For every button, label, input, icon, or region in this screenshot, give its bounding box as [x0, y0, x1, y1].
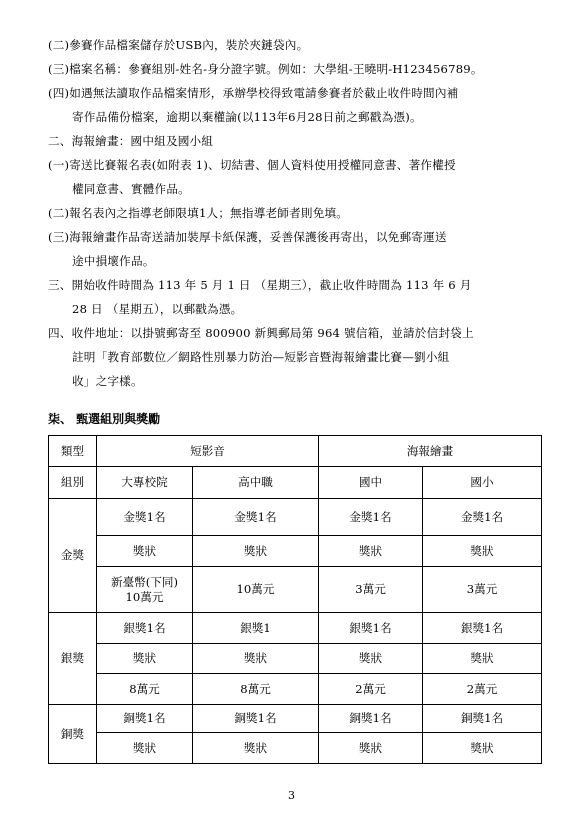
- table-row: [49, 733, 542, 764]
- money-value: 10萬元: [125, 589, 164, 604]
- paragraph-line: 權同意書、實體作品。: [72, 182, 190, 196]
- awards-table: [48, 435, 542, 764]
- group-cell: 國中: [319, 467, 423, 499]
- table-cell: 銅獎1名: [193, 705, 319, 733]
- table-cell: 金獎1名: [193, 499, 319, 536]
- table-cell: 10萬元: [193, 567, 319, 613]
- paragraph-line: 途中損壞作品。: [72, 254, 155, 268]
- table-cell: 金獎1名: [319, 499, 423, 536]
- table-cell: 銅獎1名: [97, 705, 193, 733]
- paragraph-line: (三)海報繪畫作品寄送請加裝厚卡紙保護，妥善保護後再寄出，以免郵寄運送: [48, 230, 447, 244]
- table-cell: 獎狀: [319, 644, 423, 674]
- table-cell: 銀獎1名: [423, 613, 542, 644]
- silver-label-cell: 銀獎: [49, 613, 97, 705]
- paragraph-line: (二)參賽作品檔案儲存於USB內，裝於夾鏈袋內。: [48, 38, 309, 52]
- paragraph-line: 收」之字樣。: [72, 374, 143, 388]
- group-cell: 大專校院: [97, 467, 193, 499]
- table-cell: 獎狀: [319, 733, 423, 764]
- table-cell: 獎狀: [97, 733, 193, 764]
- table-cell: 3萬元: [319, 567, 423, 613]
- group-cell: 高中職: [193, 467, 319, 499]
- paragraph-line: 註明「教育部數位／網路性別暴力防治—短影音暨海報繪畫比賽—劉小組: [72, 350, 450, 364]
- paragraph-line: 三、開始收件時間為 113 年 5 月 1 日 （星期三），截止收件時間為 113 年 6 月: [48, 278, 472, 292]
- money-note: 新臺幣(下同): [110, 574, 178, 589]
- table-cell: [97, 567, 193, 613]
- paragraph-line: (四)如遇無法讀取作品檔案情形，承辦學校得致電請參賽者於截止收件時間內補: [48, 86, 459, 100]
- table-cell: 獎狀: [423, 536, 542, 567]
- table-row: [49, 674, 542, 705]
- table-cell: 8萬元: [193, 674, 319, 705]
- table-row: [49, 467, 542, 499]
- table-cell: 獎狀: [193, 644, 319, 674]
- table-cell: 銀獎1名: [97, 613, 193, 644]
- table-cell: 獎狀: [193, 536, 319, 567]
- table-row: [49, 644, 542, 674]
- table-cell: 金獎1名: [97, 499, 193, 536]
- table-cell: 銀獎1: [193, 613, 319, 644]
- table-row: [49, 436, 542, 467]
- table-cell: 獎狀: [97, 536, 193, 567]
- paragraph-line: (一)寄送比賽報名表(如附表 1)、切結書、個人資料使用授權同意書、著作權授: [48, 158, 456, 172]
- type-label-cell: 類型: [49, 436, 97, 467]
- section-title: 二、海報繪畫：國中組及國小組: [48, 134, 214, 148]
- table-cell: 金獎1名: [423, 499, 542, 536]
- table-row: [49, 567, 542, 613]
- table-cell: 2萬元: [319, 674, 423, 705]
- group-label-cell: 組別: [49, 467, 97, 499]
- table-cell: 2萬元: [423, 674, 542, 705]
- table-cell: 獎狀: [423, 733, 542, 764]
- paragraph-line: 28 日 （星期五），以郵戳為憑。: [72, 302, 243, 316]
- table-cell: 獎狀: [319, 536, 423, 567]
- table-row: [49, 613, 542, 644]
- table-row: [49, 499, 542, 536]
- short-video-header: 短影音: [97, 436, 319, 467]
- table-cell: 8萬元: [97, 674, 193, 705]
- table-cell: 獎狀: [193, 733, 319, 764]
- bronze-label-cell: 銅獎: [49, 705, 97, 764]
- gold-label-cell: 金獎: [49, 499, 97, 613]
- table-row: [49, 536, 542, 567]
- table-cell: 銀獎1名: [319, 613, 423, 644]
- table-cell: 3萬元: [423, 567, 542, 613]
- paragraph-line: (三)檔案名稱：參賽組別-姓名-身分證字號。例如：大學組-王曉明-H123456789。: [48, 62, 483, 76]
- poster-header: 海報繪畫: [319, 436, 542, 467]
- paragraph-line: 四、收件地址：以掛號郵寄至 800900 新興郵局第 964 號信箱，並請於信封袋上: [48, 326, 474, 340]
- table-row: [49, 705, 542, 733]
- table-cell: 獎狀: [423, 644, 542, 674]
- table-cell: 獎狀: [97, 644, 193, 674]
- paragraph-line: 寄作品備份檔案，逾期以棄權論(以113年6月28日前之郵戳為憑)。: [72, 110, 422, 124]
- paragraph-line: (二)報名表內之指導老師限填1人；無指導老師者則免填。: [48, 206, 349, 220]
- group-cell: 國小: [423, 467, 542, 499]
- section-heading: 柒、 甄選組別與獎勵: [48, 412, 161, 426]
- page-number: 3: [288, 789, 295, 802]
- table-cell: 銅獎1名: [319, 705, 423, 733]
- table-cell: 銅獎1名: [423, 705, 542, 733]
